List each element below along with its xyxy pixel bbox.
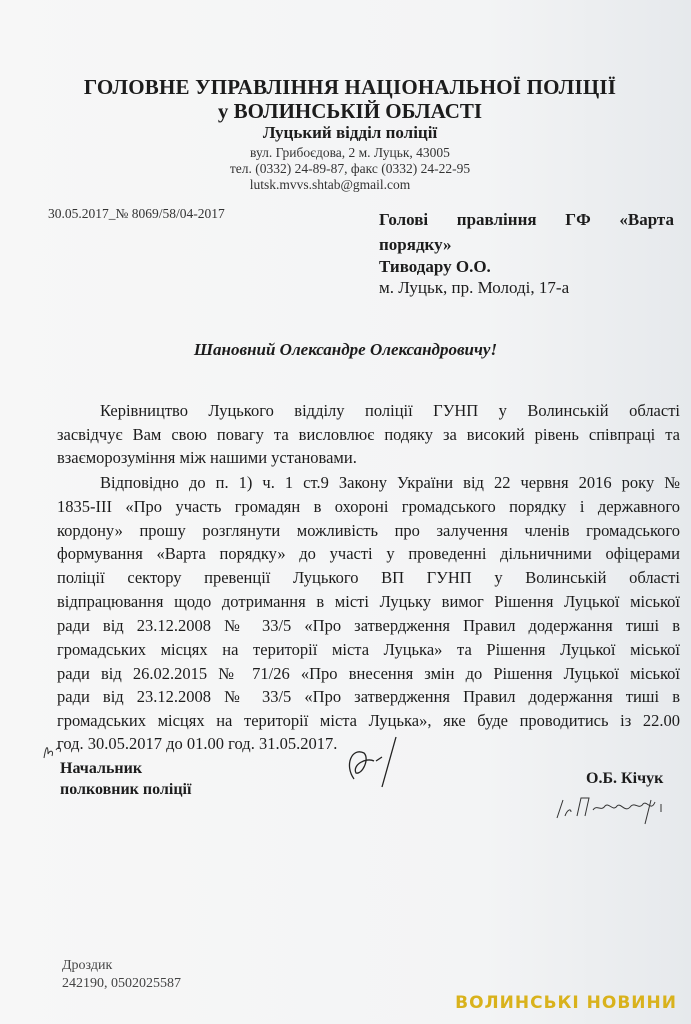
addressee-address: м. Луцьк, пр. Молоді, 17-а (379, 278, 570, 297)
body-line: громадських місцях на території міста Луцька» та Рішення Луцької міської (57, 640, 680, 659)
body-line: ради від 23.12.2008 № 33/5 «Про затвердження Правил додержання тиші в (57, 687, 680, 706)
department-name: Луцький відділ поліції (262, 123, 438, 142)
watermark-logo: ВОЛИНСЬКІ НОВИНИ (455, 993, 677, 1013)
executor-phones: 242190, 0502025587 (62, 976, 181, 991)
org-phones: тел. (0332) 24-89-87, факс (0332) 24-22-95 (229, 161, 471, 176)
body-line: відпрацювання щодо дотримання в місті Луцьку вимог Рішення Луцької міської (57, 592, 680, 611)
addressee-line1: Голові правління ГФ «Варта (379, 210, 674, 229)
body-line: 1835-ІІІ «Про участь громадян в охороні громадського порядку і державного (57, 497, 680, 516)
org-region: у ВОЛИНСЬКІЙ ОБЛАСТІ (217, 99, 483, 123)
body-line: кордону» прошу розглянути можливість про залучення членів громадського (57, 521, 680, 540)
executor-name: Дроздик (62, 958, 113, 973)
body-line: год. 30.05.2017 до 01.00 год. 31.05.2017. (57, 734, 338, 753)
body-line: ради від 23.12.2008 № 33/5 «Про затвердження Правил додержання тиші в (57, 616, 680, 635)
document-reference: 30.05.2017_№ 8069/58/04-2017 (48, 206, 225, 221)
body-line: ради від 26.02.2015 № 71/26 «Про внесення змін до Рішення Луцької міської (57, 664, 680, 683)
signer-name: О.Б. Кічук (586, 770, 664, 787)
signer-title: Начальник (60, 760, 143, 777)
handwritten-note (555, 790, 670, 825)
signature-scribble (340, 735, 400, 790)
addressee-line2: порядку» (379, 235, 452, 254)
body-line: засвідчує Вам свою повагу та висловлює подяку за високий рівень співпраці та (57, 425, 680, 444)
body-line: Відповідно до п. 1) ч. 1 ст.9 Закону України від 22 червня 2016 року № (100, 473, 680, 492)
body-line: Керівництво Луцького відділу поліції ГУНП у Волинській області (100, 401, 680, 420)
body-line: поліції сектору превенції Луцького ВП ГУНП у Волинській області (57, 568, 680, 587)
org-address: вул. Грибоєдова, 2 м. Луцьк, 43005 (250, 145, 450, 160)
addressee-name: Тиводару О.О. (379, 257, 491, 276)
body-line: взаєморозуміння між нашими установами. (57, 448, 357, 467)
greeting: Шановний Олександре Олександровичу! (193, 340, 498, 359)
org-email: lutsk.mvvs.shtab@gmail.com (249, 177, 411, 192)
body-line: формування «Варта порядку» до участі у проведенні дільничними офіцерами (57, 544, 680, 563)
handwritten-mark (40, 740, 64, 762)
org-title: ГОЛОВНЕ УПРАВЛІННЯ НАЦІОНАЛЬНОЇ ПОЛІЦІЇ (83, 75, 617, 99)
signer-rank: полковник поліції (60, 781, 192, 798)
body-line: громадських місцях на території міста Луцька», яке буде проводитись із 22.00 (57, 711, 680, 730)
